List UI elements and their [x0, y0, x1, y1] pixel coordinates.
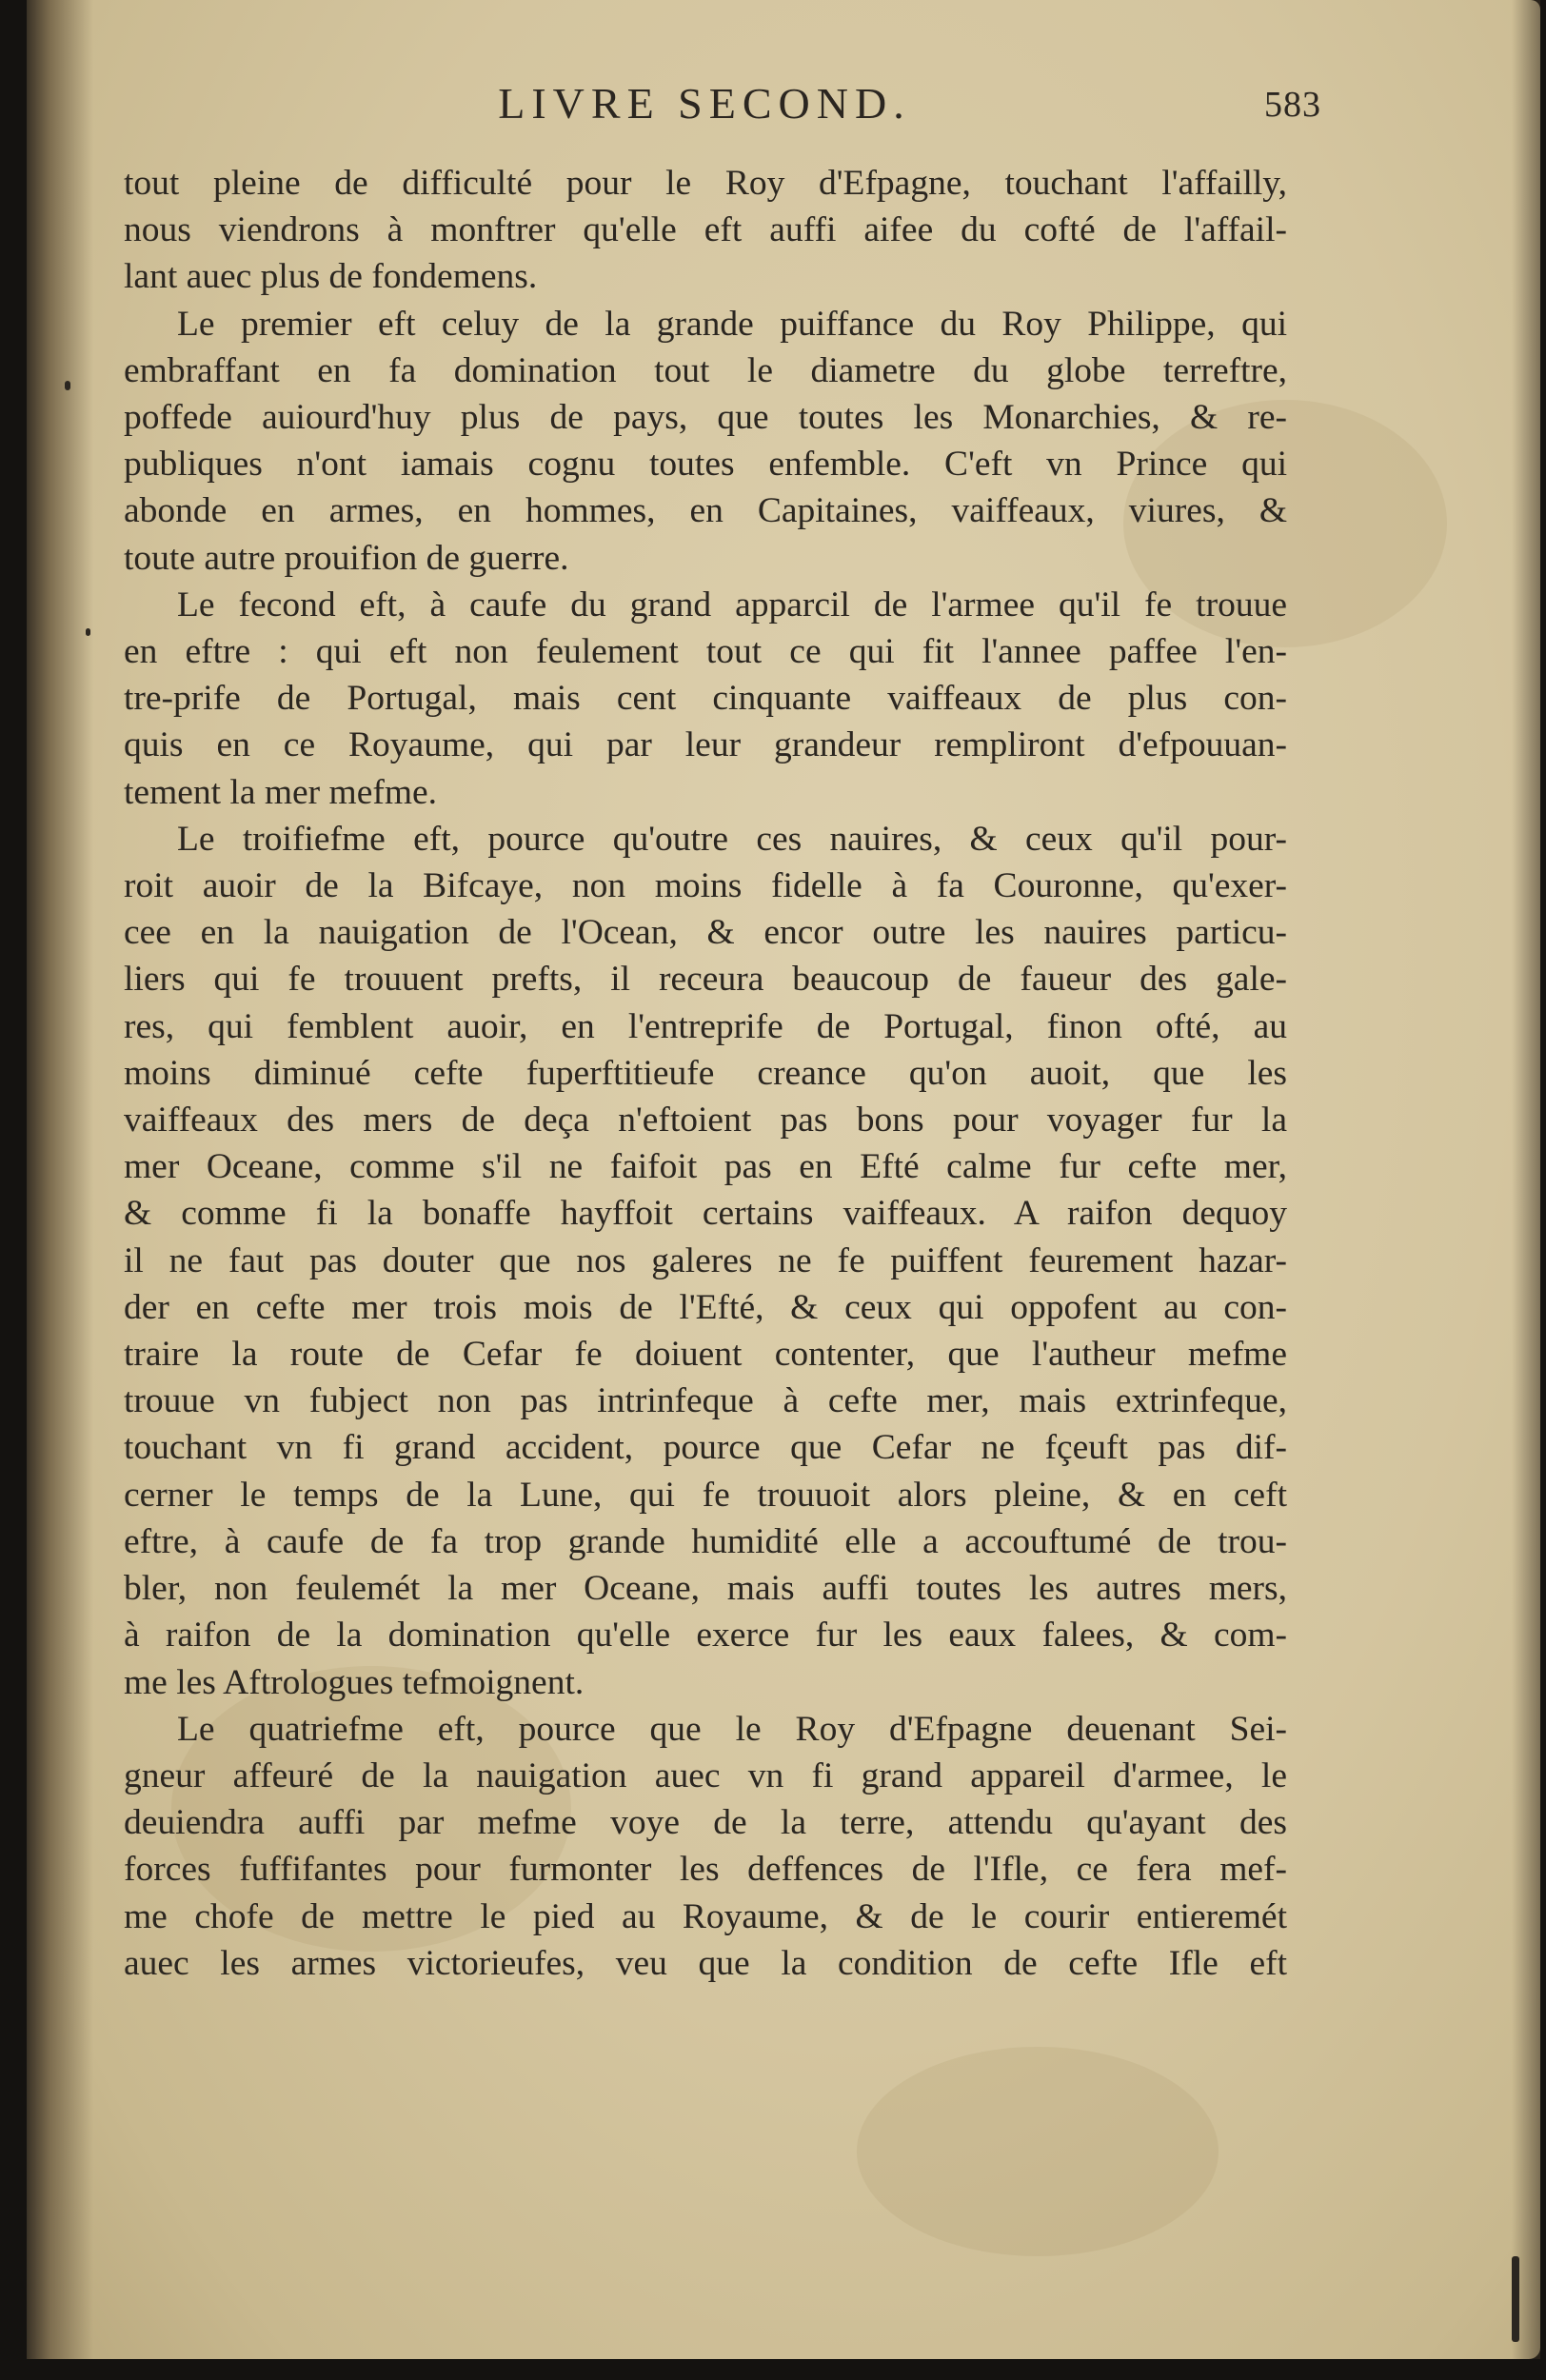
text-line: cee en la nauigation de l'Ocean, & encor outre les nauires particu-	[124, 913, 1287, 953]
text-line: tout pleine de difficulté pour le Roy d'Efpagne, touchant l'affailly,	[124, 164, 1287, 203]
text-line: liers qui fe trouuent prefts, il receura beaucoup de faueur des gale-	[124, 960, 1287, 1000]
text-line: res, qui femblent auoir, en l'entreprife de Portugal, finon ofté, au	[124, 1006, 1287, 1046]
text-line: toute autre prouifion de guerre.	[124, 538, 569, 578]
margin-ink-dot	[86, 628, 90, 636]
paragraph-4	[124, 816, 1287, 1706]
text-line: quis en ce Royaume, qui par leur grandeur rempliront d'efpouuan-	[124, 725, 1287, 765]
text-line: publiques n'ont iamais cognu toutes enfemble. C'eft vn Prince qui	[124, 445, 1287, 485]
paragraph-5	[124, 1706, 1287, 1987]
margin-ink-dot	[65, 381, 70, 390]
binding-gutter-shadow	[27, 0, 93, 2359]
text-line: moins diminué cefte fuperftitieufe creance qu'on auoit, que les	[124, 1053, 1287, 1093]
page-edge-shadow	[1512, 0, 1540, 2359]
text-line: tement la mer mefme.	[124, 772, 438, 812]
text-line: Le premier eft celuy de la grande puiffance du Roy Philippe, qui	[177, 304, 1287, 344]
text-line: mer Oceane, comme s'il ne faifoit pas en Efté calme fur cefte mer,	[124, 1147, 1287, 1187]
text-line: poffede auiourd'huy plus de pays, que toutes les Monarchies, & re-	[124, 398, 1287, 438]
text-line: me chofe de mettre le pied au Royaume, & de le courir entieremét	[124, 1896, 1287, 1936]
page-number: 583	[1264, 85, 1321, 125]
text-line: tre-prife de Portugal, mais cent cinquante vaiffeaux de plus con-	[124, 679, 1287, 719]
running-title: LIVRE SECOND.	[498, 79, 911, 128]
text-line: en eftre : qui eft non feulement tout ce qui fit l'annee paffee l'en-	[124, 632, 1287, 672]
text-line: embraffant en fa domination tout le diametre du globe terreftre,	[124, 350, 1287, 390]
text-line: cerner le temps de la Lune, qui fe trouuoit alors pleine, & en ceft	[124, 1475, 1287, 1515]
text-line: & comme fi la bonaffe hayffoit certains vaiffeaux. A raifon dequoy	[124, 1194, 1287, 1234]
text-line: abonde en armes, en hommes, en Capitaines, vaiffeaux, viures, &	[124, 491, 1287, 531]
text-line: Le fecond eft, à caufe du grand apparcil de l'armee qu'il fe trouue	[177, 585, 1287, 625]
text-line: eftre, à caufe de fa trop grande humidité elle a accouftumé de trou-	[124, 1521, 1287, 1561]
paragraph-1	[124, 160, 1287, 301]
text-line: gneur affeuré de la nauigation auec vn fi grand appareil d'armee, le	[124, 1755, 1287, 1795]
text-line: forces fuffifantes pour furmonter les deffences de l'Ifle, ce fera mef-	[124, 1850, 1287, 1890]
text-line: lant auec plus de fondemens.	[124, 257, 538, 297]
paragraph-3	[124, 582, 1287, 816]
text-line: vaiffeaux des mers de deça n'eftoient pas bons pour voyager fur la	[124, 1101, 1287, 1140]
paragraph-2	[124, 301, 1287, 582]
text-line: il ne faut pas douter que nos galeres ne fe puiffent feurement hazar-	[124, 1240, 1287, 1280]
page-header	[105, 78, 1321, 145]
body-text	[124, 160, 1287, 1987]
text-line: der en cefte mer trois mois de l'Efté, & ceux qui oppofent au con-	[124, 1287, 1287, 1327]
text-line: roit auoir de la Bifcaye, non moins fidelle à fa Couronne, qu'exer-	[124, 866, 1287, 906]
edge-ink-mark	[1512, 2256, 1519, 2342]
text-line: bler, non feulemét la mer Oceane, mais auffi toutes les autres mers,	[124, 1569, 1287, 1609]
text-line: Le troifiefme eft, pource qu'outre ces nauires, & ceux qu'il pour-	[177, 819, 1287, 859]
text-line: traire la route de Cefar fe doiuent contenter, que l'autheur mefme	[124, 1335, 1287, 1375]
text-line: deuiendra auffi par mefme voye de la terre, attendu qu'ayant des	[124, 1803, 1287, 1843]
text-line: Le quatriefme eft, pource que le Roy d'Efpagne deuenant Sei-	[177, 1709, 1287, 1749]
text-line: nous viendrons à monftrer qu'elle eft auffi aifee du cofté de l'affail-	[124, 210, 1287, 250]
text-line: auec les armes victorieufes, veu que la condition de cefte Ifle eft	[124, 1943, 1287, 1983]
text-line: trouue vn fubject non pas intrinfeque à cefte mer, mais extrinfeque,	[124, 1381, 1287, 1421]
text-line: me les Aftrologues tefmoignent.	[124, 1662, 585, 1702]
text-line: à raifon de la domination qu'elle exerce fur les eaux falees, & com-	[124, 1616, 1287, 1656]
paper-stain	[857, 2047, 1219, 2256]
text-line: touchant vn fi grand accident, pource que Cefar ne fçeuft pas dif-	[124, 1428, 1287, 1468]
